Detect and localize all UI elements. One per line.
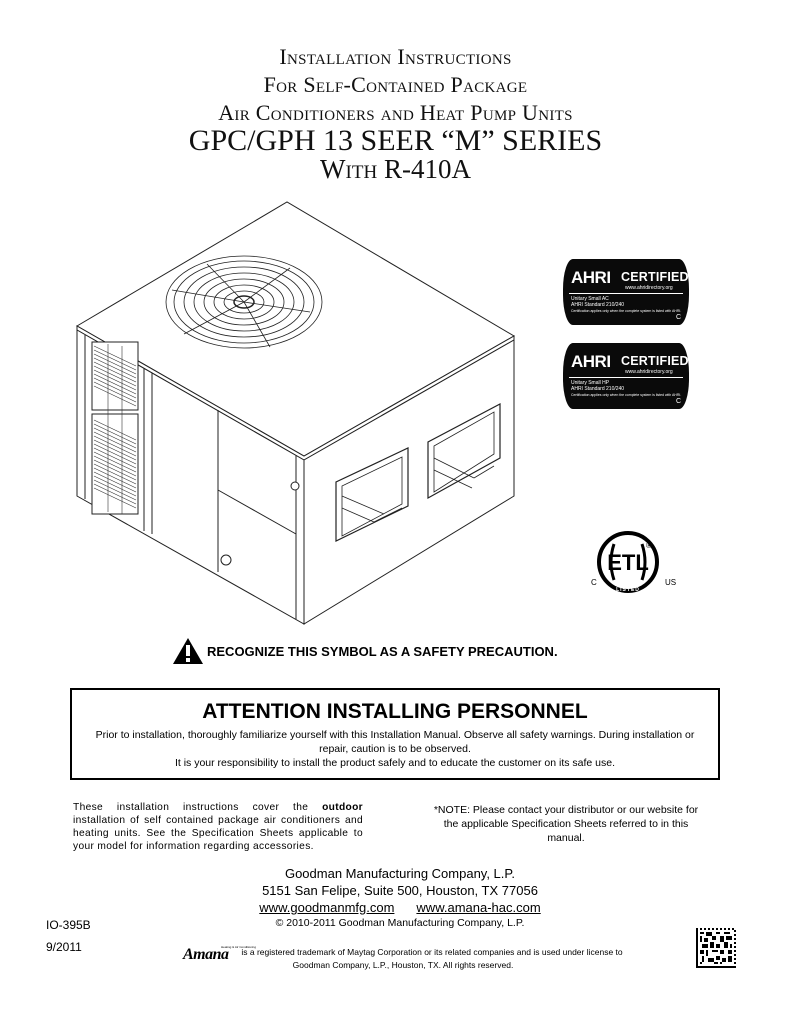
ahri-logo: AHRI (571, 352, 611, 371)
ahri-divider (569, 293, 683, 294)
amana-website-link[interactable]: www.amana-hac.com (416, 900, 541, 915)
copyright: © 2010-2011 Goodman Manufacturing Company, L.P. (275, 917, 525, 929)
attention-paragraph-2: It is your responsibility to install the product safely and to educate the customer on its safe use. (174, 757, 616, 769)
amana-logo: Amana (183, 946, 229, 963)
svg-text:ETL: ETL (607, 550, 649, 575)
title-series: GPC/GPH 13 SEER “M” SERIES (188, 124, 603, 157)
title-r410a: R-410A (383, 154, 471, 184)
title-with: With (320, 154, 378, 184)
title-line-1: Installation Instructions (279, 44, 512, 69)
etl-country-c: C (591, 578, 597, 587)
ahri-certified-label: CERTIFIED™ (621, 270, 697, 284)
company-name: Goodman Manufacturing Company, L.P. (284, 866, 516, 881)
title-line-3: Air Conditioners and Heat Pump Units (218, 100, 573, 125)
ahri-mark: C (675, 314, 681, 321)
ahri-mark: C (675, 398, 681, 405)
ahri-fine-print: Certification applies only when the complete system is listed with AHRI. (571, 309, 682, 313)
ahri-certified-badge-ac (563, 259, 697, 325)
package-unit-illustration-icon (74, 196, 544, 626)
document-id: IO-395B (46, 918, 91, 932)
title-line-2: For Self-Contained Package (263, 72, 528, 97)
attention-paragraph-1: Prior to installation, thoroughly familiarize yourself with this Installation Manual. Observe all safety warnings. During installation or repair, caution is to be observed. (95, 729, 695, 755)
ahri-logo: AHRI (571, 268, 611, 287)
safety-text: RECOGNIZE THIS SYMBOL AS A SAFETY PRECAUTION. (207, 643, 558, 659)
trademark-notice: is a registered trademark of Maytag Corporation or its related companies and is used under license to Goodman Company, L.P., Houston, TX. All rights reserved. (241, 947, 623, 970)
safety-precaution (172, 637, 558, 665)
ahri-certified-badge-hp (563, 343, 697, 409)
title-refrigerant (0, 154, 791, 184)
intro-paragraph: These installation instructions cover the outdoor installation of self contained package air conditioners and heating units. See the Specification Sheets applicable to your model for information regarding accessories. (73, 802, 363, 852)
svg-text:®: ® (646, 541, 652, 550)
ahri-url: www.ahridirectory.org (625, 369, 673, 375)
intro-bold-outdoor: outdoor (322, 802, 363, 813)
attention-box (70, 688, 720, 780)
ahri-category: Unitary Small AC AHRI Standard 210/240 (571, 296, 625, 308)
attention-heading: ATTENTION INSTALLING PERSONNEL (202, 700, 588, 723)
ahri-fine-print: Certification applies only when the complete system is listed with AHRI. (571, 393, 682, 397)
etl-country-us: US (665, 578, 677, 587)
ahri-certified-label: CERTIFIED™ (621, 354, 697, 368)
ahri-category: Unitary Small HP AHRI Standard 210/240 (571, 380, 625, 392)
company-info (180, 865, 620, 930)
amana-logo-subtitle: Heating & Air Conditioning (221, 945, 257, 949)
ahri-divider (569, 377, 683, 378)
goodman-website-link[interactable]: www.goodmanmfg.com (259, 900, 395, 915)
note-paragraph: *NOTE: Please contact your distributor or our website for the applicable Specification Sheets referred to in this manual. (433, 804, 699, 844)
document-date: 9/2011 (46, 940, 82, 954)
company-address: 5151 San Felipe, Suite 500, Houston, TX 77056 (262, 883, 538, 898)
etl-listed-icon (596, 530, 660, 594)
warning-triangle-icon (172, 637, 204, 665)
ahri-url: www.ahridirectory.org (625, 285, 673, 291)
datamatrix-barcode-icon (696, 928, 736, 968)
svg-text:LISTED: LISTED (616, 587, 640, 593)
